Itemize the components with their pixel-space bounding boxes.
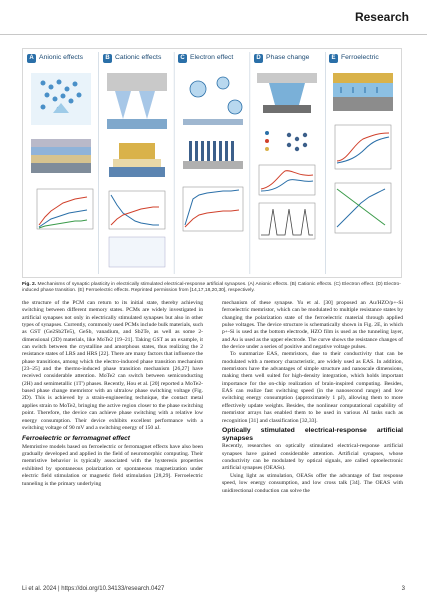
panel-d-header [254,54,309,68]
panel-b-header [103,54,161,68]
panel-c-letter: C [178,54,187,63]
figure-2 [22,48,402,278]
panel-e-title: Ferroelectric [341,54,379,61]
panel-a-title: Anionic effects [39,54,84,61]
caption-text: Mechanisms of synaptic plasticity in electrically stimulated electrical-response artificial synapses. (A) Anionic effects. (B) Cationic effects. (C) Electron effect. (D) Electro-induced phase transition. (E) Ferroelectric effects. Reprinted permission from [14,17,18,20,30], respectively. [22,282,401,294]
panel-b-artwork [107,73,167,267]
left-paragraph-2: Memristive models based on ferroelectric or ferromagnet effects have also been gradually developed and applied in the field of neuromorphic computing. Their memristive behavior is typically associated with the hysteresis properties exhibited by spontaneous polarization or spontaneous magnetization under electric field stimulation or magnetic field stimulation [28,29]. Ferroelectric tunneling is the primary underlying [22,443,203,487]
caption-label: Fig. 2. [22,282,37,287]
section-heading-optical: Optically stimulated electrical-response artificial synapses [222,426,403,442]
panel-a-header [27,54,83,68]
panel-d-title: Phase change [266,54,310,61]
panel-e-header [329,54,379,68]
right-paragraph-4: Using light as stimulation, OEASs offer the advantage of fast response speed, low energy consumption, and low cross talk [34]. The OEAS with unidirectional conduction can solve the [222,472,403,494]
panel-a-letter: A [27,54,36,63]
journal-title: Research [354,10,409,24]
panel-b-title: Cationic effects [115,54,162,61]
panel-e-letter: E [329,54,338,63]
panel-d-artwork [257,73,317,239]
right-column [222,300,403,495]
panel-c-artwork [183,77,243,231]
footer-citation: Li et al. 2024 | https://doi.org/10.34133/research.0427 [22,586,165,592]
left-column [22,300,203,488]
figure-caption [22,282,402,294]
header-divider [0,34,427,35]
page-number: 3 [401,586,405,592]
panel-d-letter: D [254,54,263,63]
right-paragraph-3: Recently, researches on optically stimulated electrical-response artificial synapses have gained considerable attention. Artificial synapses, whose conductivity can be modulated by optical signals, are called optoelectronic artificial synapses (OEASs). [222,443,403,472]
section-heading-ferroelectric: Ferroelectric or ferromagnet effect [22,435,130,443]
panel-e-artwork [333,73,393,233]
figure-artwork [23,49,401,277]
panel-a-artwork [31,73,93,229]
page-footer [22,586,405,596]
panel-b-letter: B [103,54,112,63]
right-paragraph-1: mechanism of these synapse. Yu et al. [30] proposed an Au/HZO/p+-Si ferroelectric memristor, which can be modulated to multiple resistance states by changing the polarization state of the ferroelectric material through applied pulse voltages. The device structure is schematically shown in Fig. 2E, in which p+-Si is used as the bottom electrode, HZO film is used as the tunneling layer, and Au is used as the upper electrode. The curve shows the resistance changes of the device under a series of positive and negative voltage pulses. [222,300,403,351]
panel-c-header [178,54,233,68]
left-paragraph-1: the structure of the PCM can return to its initial state, thereby achieving switching between different memory states. PCMs are widely investigated in artificial synapses not only in electrically stimulated synapses but also in other types of synapses. Currently, commonly used PCMs include bulk materials, such as GST (Ge2Sb2Te5), GeSb, vanadium, and Sb2Te, as well as some 2-dimensional (2D) materials, like MoTe2 [19–21]. Taking GST as an example, it can switch between the crystalline and amorphous states, thus realizing the 2 resistance states of LRS and HRS [22]. There are many factors that influence the phase transitions, among which the electro-induced phase transition mechanism [23–25] and the thermo-induced phase transition mechanism [26,27] have received considerable attention. MoTe2 can switch between semiconducting (2H) and semimetallic (1T') phases. Recently, Hou et al. [20] reported a MoTe2-based phase change memristor with an ultralow phase switching voltage (Fig. 2D). This is achieved by a strain-engineering technique, the contact metal applies strain to MoTe2, bringing the active region closer to the phase switching point. Therefore, the device can achieve phase switching with a relative low energy consumption. Their device exhibits excellent performance with a switching voltage of 90 mV and a switching energy of 150 aJ. [22,300,203,431]
right-paragraph-2: To summarize EAS, memristors, due to their conductivity that can be modulated with a memory characteristic, are widely used as EAS. In addition, memristors have the advantages of simple structure and nanoscale dimensions, making them well suited for high-density integration, which holds important importance for the on-chip realization of brain-inspired computing. Besides, EAS can realize fast switching speed (in the nanosecond range) and low switching energy consumption (approximately 1 pJ), allowing them to more effectively update weights. Besides, the nonlinear computational capability of memristor arrays has enabled them to be used in various AI tasks such as recognition [31] and classification [32,33]. [222,351,403,424]
panel-c-title: Electron effect [190,54,234,61]
